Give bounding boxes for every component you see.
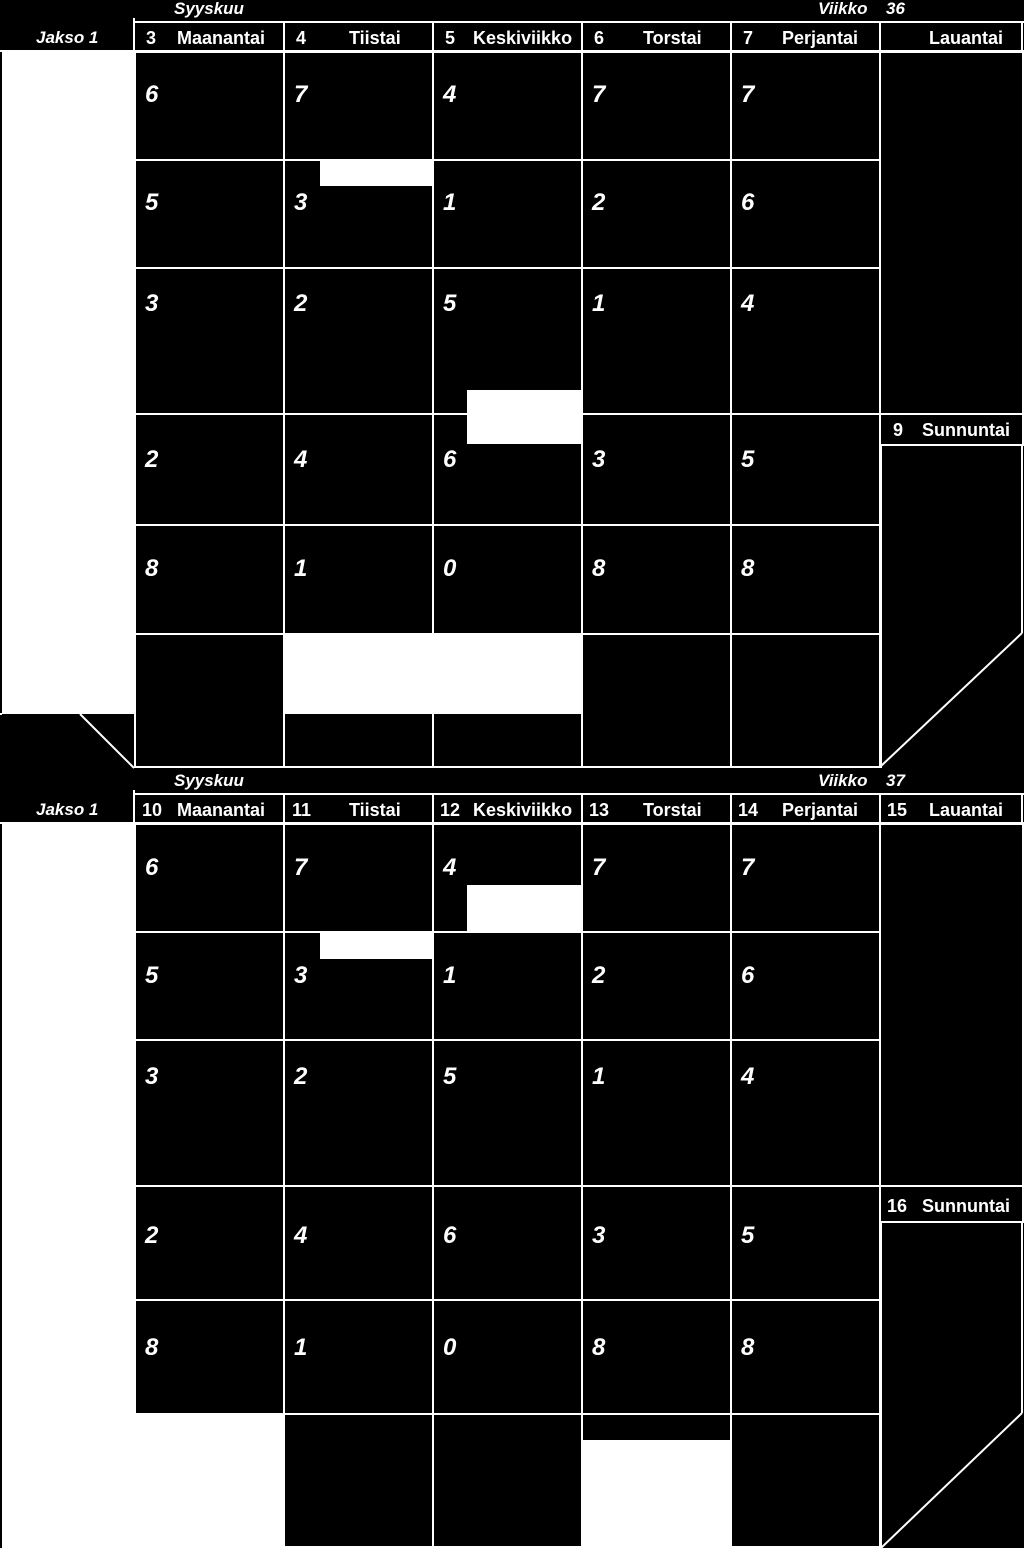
cell-value: 5 xyxy=(443,1063,457,1090)
cell-value: 8 xyxy=(145,555,159,582)
week-36 xyxy=(0,0,1024,770)
cell-value: 7 xyxy=(592,854,606,881)
saturday-column xyxy=(879,823,1024,1187)
week-number: 36 xyxy=(886,0,905,18)
day-name: Tiistai xyxy=(349,28,401,48)
day-name: Lauantai xyxy=(929,800,1004,820)
left-panel-bottom xyxy=(2,1412,285,1548)
cell-value: 7 xyxy=(741,81,755,108)
cell-value: 7 xyxy=(741,854,755,881)
cell-value: 5 xyxy=(443,290,457,317)
header-divider xyxy=(432,21,434,52)
cell-value: 4 xyxy=(741,290,755,317)
day-name: Perjantai xyxy=(782,800,859,820)
day-name: Sunnuntai xyxy=(922,420,1010,440)
month-label: Syyskuu xyxy=(174,0,244,18)
grid-cell xyxy=(581,1039,732,1187)
grid-cell xyxy=(283,1039,434,1187)
header-divider xyxy=(283,21,285,52)
cell-value: 8 xyxy=(145,1334,159,1361)
cell-value: 0 xyxy=(443,555,457,582)
highlight-block xyxy=(467,390,581,444)
grid-cell xyxy=(134,1039,285,1187)
header-divider xyxy=(432,793,434,824)
cell-value: 2 xyxy=(294,1063,308,1090)
cell-value: 7 xyxy=(294,854,308,881)
day-number: 3 xyxy=(146,28,157,48)
header-divider xyxy=(581,793,583,824)
header-divider xyxy=(283,793,285,824)
header-top-line xyxy=(134,793,1024,795)
period-label: Jakso 1 xyxy=(36,28,99,47)
day-name: Keskiviikko xyxy=(473,28,573,48)
day-number: 6 xyxy=(594,28,605,48)
header-divider xyxy=(133,18,135,52)
cell-value: 8 xyxy=(592,1334,606,1361)
grid-cell xyxy=(581,633,732,768)
day-number: 4 xyxy=(296,28,307,48)
grid-cell xyxy=(283,1413,434,1548)
day-name: Maanantai xyxy=(177,28,266,48)
cell-value: 1 xyxy=(443,189,457,216)
cell-value: 5 xyxy=(145,962,159,989)
header-divider xyxy=(730,793,732,824)
period-label: Jakso 1 xyxy=(36,800,99,819)
cell-value: 4 xyxy=(294,446,308,473)
left-panel xyxy=(2,824,134,1414)
cell-value: 6 xyxy=(443,446,457,473)
day-number: 16 xyxy=(887,1196,908,1216)
cell-value: 2 xyxy=(592,189,606,216)
cell-value: 6 xyxy=(741,189,755,216)
cell-value: 6 xyxy=(741,962,755,989)
cell-value: 3 xyxy=(294,189,308,216)
cell-value: 7 xyxy=(294,81,308,108)
grid-cell xyxy=(134,633,285,768)
day-name: Torstai xyxy=(643,800,702,820)
week-number: 37 xyxy=(886,771,905,790)
week-label: Viikko xyxy=(818,0,868,18)
cell-value: 2 xyxy=(592,962,606,989)
day-number: 7 xyxy=(743,28,754,48)
cell-value: 4 xyxy=(741,1063,755,1090)
cell-value: 3 xyxy=(145,1063,159,1090)
cell-value: 3 xyxy=(294,962,308,989)
cell-value: 8 xyxy=(741,555,755,582)
day-number: 12 xyxy=(440,800,461,820)
cell-value: 4 xyxy=(443,81,457,108)
day-name: Maanantai xyxy=(177,800,266,820)
highlight-block xyxy=(320,161,432,186)
cell-value: 5 xyxy=(741,446,755,473)
day-name: Keskiviikko xyxy=(473,800,573,820)
cell-value: 1 xyxy=(294,1334,308,1361)
month-label: Syyskuu xyxy=(174,771,244,790)
header-divider xyxy=(581,21,583,52)
day-name: Perjantai xyxy=(782,28,859,48)
cell-value: 2 xyxy=(294,290,308,317)
cell-value: 7 xyxy=(592,81,606,108)
grid-cell xyxy=(432,1413,583,1548)
day-number: 9 xyxy=(893,420,904,440)
cell-value: 4 xyxy=(443,854,457,881)
cell-value: 6 xyxy=(145,854,159,881)
highlight-block xyxy=(285,635,581,714)
cell-value: 5 xyxy=(741,1222,755,1249)
cell-value: 1 xyxy=(592,290,606,317)
day-name: Torstai xyxy=(643,28,702,48)
header-divider xyxy=(1021,21,1023,52)
left-panel xyxy=(2,52,134,714)
cell-value: 1 xyxy=(443,962,457,989)
cell-value: 2 xyxy=(145,446,159,473)
cell-value: 5 xyxy=(145,189,159,216)
header-divider xyxy=(133,790,135,824)
header-divider xyxy=(730,21,732,52)
header-divider xyxy=(1021,793,1023,824)
cell-value: 6 xyxy=(145,81,159,108)
day-number: 5 xyxy=(445,28,456,48)
day-number: 10 xyxy=(142,800,163,820)
day-number: 11 xyxy=(292,800,312,820)
cell-value: 8 xyxy=(741,1334,755,1361)
day-name: Sunnuntai xyxy=(922,1196,1010,1216)
saturday-column xyxy=(879,51,1024,415)
grid-cell xyxy=(432,1039,583,1187)
header-divider xyxy=(879,21,881,52)
week-37 xyxy=(0,772,1024,1548)
grid-cell xyxy=(730,633,881,768)
grid-cell xyxy=(730,1039,881,1187)
cell-value: 2 xyxy=(145,1222,159,1249)
grid-cell xyxy=(730,1413,881,1548)
cell-value: 1 xyxy=(294,555,308,582)
cell-value: 1 xyxy=(592,1063,606,1090)
day-name: Lauantai xyxy=(929,28,1004,48)
cell-value: 3 xyxy=(592,1222,606,1249)
cell-value: 0 xyxy=(443,1334,457,1361)
header-divider xyxy=(879,793,881,824)
day-number: 14 xyxy=(738,800,759,820)
cell-value: 4 xyxy=(294,1222,308,1249)
cell-value: 8 xyxy=(592,555,606,582)
day-name: Tiistai xyxy=(349,800,401,820)
highlight-block xyxy=(467,885,581,931)
day-number: 15 xyxy=(887,800,908,820)
day-number: 13 xyxy=(589,800,610,820)
header-top-line xyxy=(134,21,1024,23)
week-label: Viikko xyxy=(818,771,868,790)
cell-value: 6 xyxy=(443,1222,457,1249)
cell-value: 3 xyxy=(592,446,606,473)
highlight-block xyxy=(320,933,432,959)
cell-value: 3 xyxy=(145,290,159,317)
highlight-block xyxy=(583,1440,730,1548)
